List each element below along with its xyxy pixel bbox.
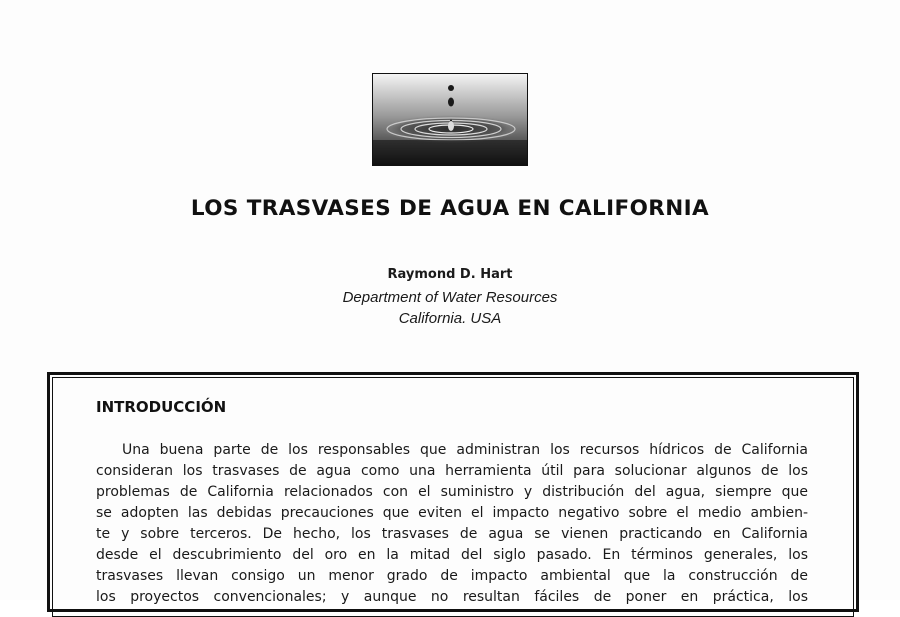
body-text-line: problemas de California relacionados con el suministro y distribución del agua, siempre que	[96, 484, 808, 500]
body-text-line: los proyectos convencionales; y aunque no resultan fáciles de poner en práctica, los	[96, 589, 808, 605]
article-title: LOS TRASVASES DE AGUA EN CALIFORNIA	[190, 196, 710, 221]
water-drop-photo	[372, 73, 528, 166]
body-text-line: consideran los trasvases de agua como una herramienta útil para solucionar algunos de los	[96, 463, 808, 479]
water-drop-illustration	[373, 74, 528, 166]
body-text-line: Una buena parte de los responsables que administran los recursos hídricos de California	[122, 442, 808, 458]
author-name: Raymond D. Hart	[387, 267, 513, 282]
body-text-line: te y sobre terceros. De hecho, los trasvases de agua se vienen practicando en California	[96, 526, 808, 542]
body-text-line: desde el descubrimiento del oro en la mitad del siglo pasado. En términos generales, los	[96, 547, 808, 563]
body-text-line: trasvases llevan consigo un menor grado de impacto ambiental que la construcción de	[96, 568, 808, 584]
author-location: California. USA	[398, 310, 502, 327]
author-affiliation: Department of Water Resources	[342, 289, 558, 306]
body-text-line: se adopten las debidas precauciones que eviten el impacto negativo sobre el medio ambien-	[96, 505, 808, 521]
section-heading: INTRODUCCIÓN	[96, 398, 227, 416]
